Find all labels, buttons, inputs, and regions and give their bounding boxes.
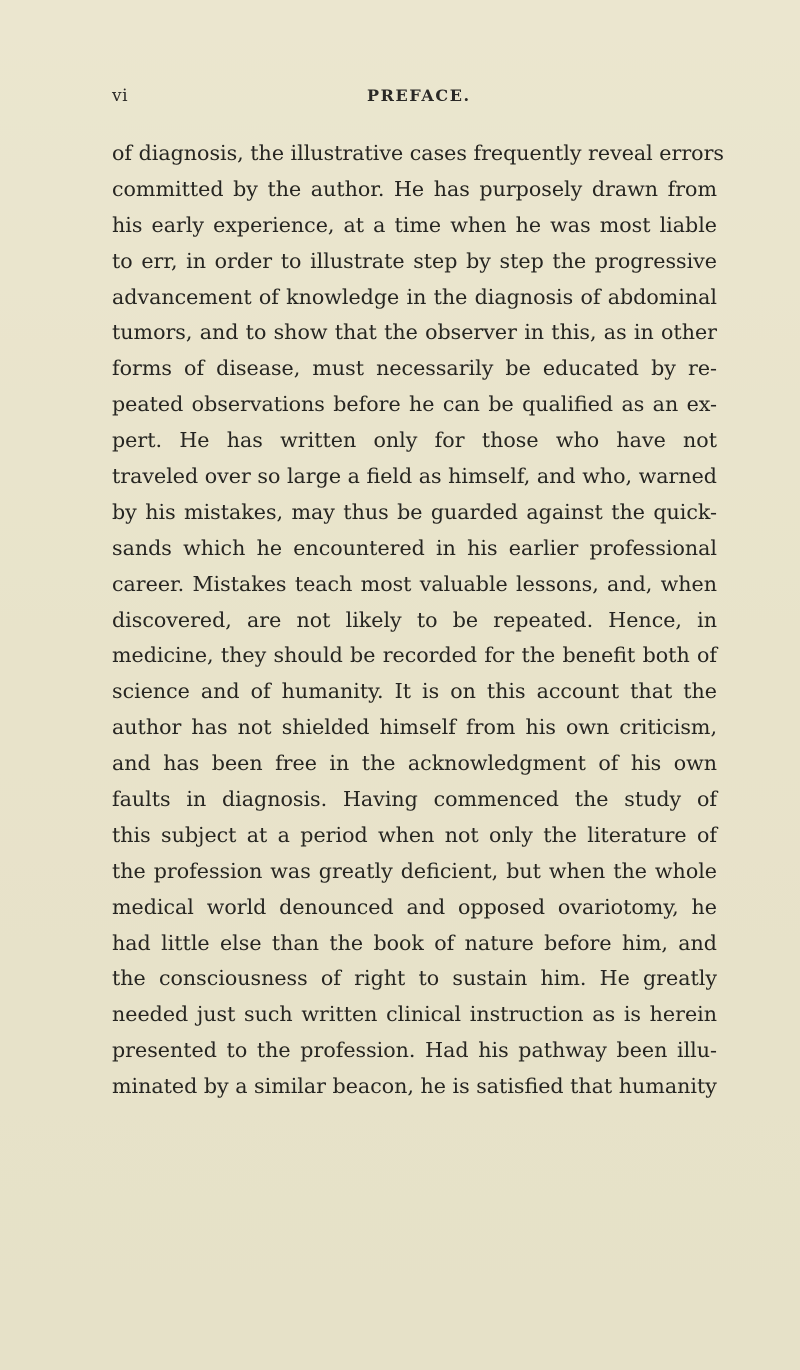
text-line: the profession was greatly deficient, but when the whole	[112, 858, 717, 883]
text-line: tumors, and to show that the observer in this, as in other	[112, 320, 717, 345]
text-line: and has been free in the acknowledgment of his own	[112, 751, 717, 776]
text-line: faults in diagnosis. Having commenced the study of	[112, 787, 717, 812]
text-line: traveled over so large a field as himself, and who, warned	[112, 464, 717, 489]
text-line: sands which he encountered in his earlier professional	[112, 535, 717, 560]
text-line: of diagnosis, the illustrative cases frequently reveal errors	[112, 141, 724, 165]
text-line: this subject at a period when not only the literature of	[112, 822, 717, 847]
text-line: had little else than the book of nature before him, and	[112, 930, 717, 955]
text-line: pert. He has written only for those who have not	[112, 428, 717, 453]
text-line: career. Mistakes teach most valuable lessons, and, when	[112, 571, 717, 596]
running-title: PREFACE.	[367, 86, 471, 105]
text-line: science and of humanity. It is on this account that the	[112, 679, 717, 704]
text-line: the consciousness of right to sustain him. He greatly	[112, 966, 717, 991]
text-line: his early experience, at a time when he was most liable	[112, 212, 717, 237]
page-number: vi	[112, 86, 129, 106]
text-line: to err, in order to illustrate step by step the progressive	[112, 248, 717, 273]
body-text	[112, 136, 724, 1105]
text-line: advancement of knowledge in the diagnosis of abdominal	[112, 284, 717, 309]
text-line: discovered, are not likely to be repeated. Hence, in	[112, 607, 717, 632]
text-line: committed by the author. He has purposely drawn from	[112, 176, 717, 201]
running-head	[112, 86, 692, 110]
text-line: medicine, they should be recorded for the benefit both of	[112, 643, 717, 668]
text-line: needed just such written clinical instruction as is herein	[112, 1002, 717, 1027]
text-line: by his mistakes, may thus be guarded against the quick-	[112, 499, 717, 524]
text-line: minated by a similar beacon, he is satisfied that humanity	[112, 1074, 717, 1099]
text-line: author has not shielded himself from his own criticism,	[112, 715, 717, 740]
text-line: forms of disease, must necessarily be educated by re-	[112, 356, 717, 381]
text-line: presented to the profession. Had his pathway been illu-	[112, 1038, 717, 1063]
text-line: medical world denounced and opposed ovariotomy, he	[112, 894, 717, 919]
text-line: peated observations before he can be qualified as an ex-	[112, 392, 717, 417]
